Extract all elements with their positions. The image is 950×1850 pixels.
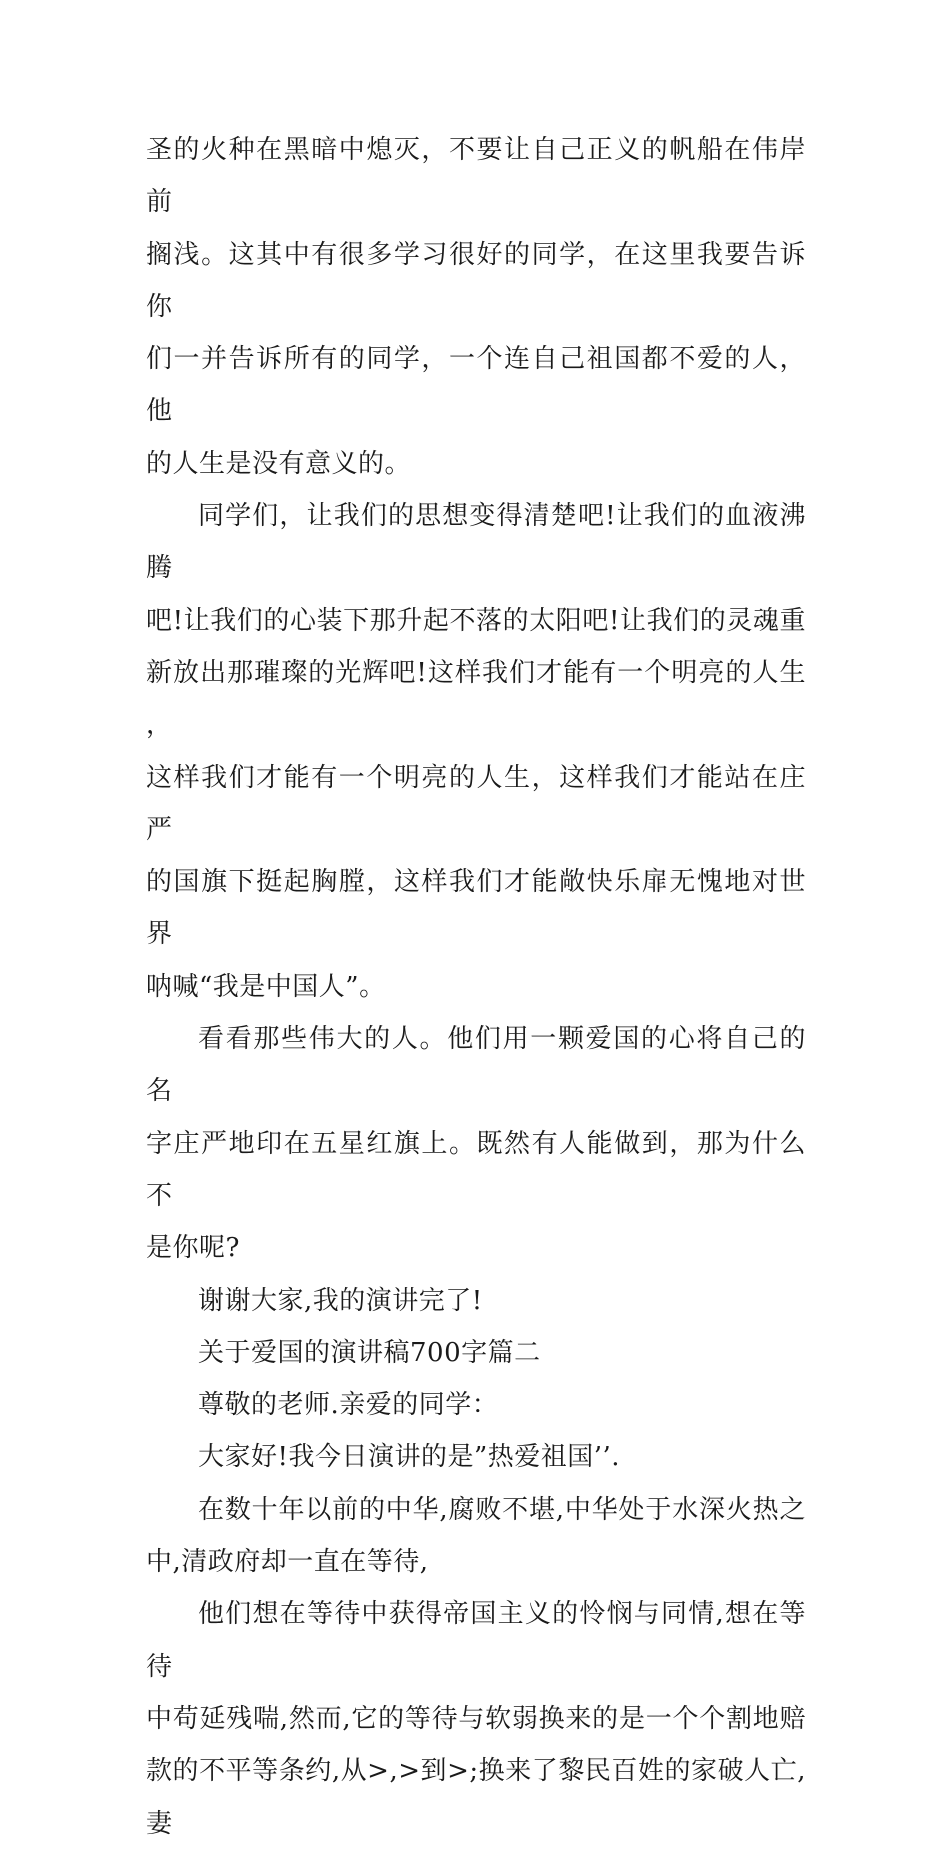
paragraph-4 [146,1275,806,1327]
text-line: 们一并告诉所有的同学，一个连自己祖国都不爱的人，他 [146,344,806,427]
paragraph-8 [146,1484,806,1589]
greeting [146,1431,806,1483]
paragraph-3 [146,1013,806,1274]
text-line: 字庄严地印在五星红旗上。既然有人能做到，那为什么不 [146,1128,806,1211]
document-body [146,124,806,1850]
text-line: 中苟延残喘,然而,它的等待与软弱换来的是一个个割地赔 [146,1703,806,1734]
text-line: 这样我们才能有一个明亮的人生，这样我们才能站在庄严 [146,762,806,845]
text-line: 关于爱国的演讲稿700字篇二 [198,1337,541,1368]
text-line: 中,清政府却一直在等待, [146,1547,429,1578]
text-line: 是你呢? [146,1233,240,1264]
paragraph-9 [146,1588,806,1849]
text-line: 搁浅。这其中有很多学习很好的同学，在这里我要告诉你 [146,239,806,322]
text-line: 圣的火种在黑暗中熄灭，不要让自己正义的帆船在伟岸前 [146,135,806,218]
text-line: 他们想在等待中获得帝国主义的怜悯与同情,想在等待 [146,1599,806,1682]
text-line: 款的不平等条约,从>,>到>;换来了黎民百姓的家破人亡,妻 [146,1756,806,1839]
paragraph-2 [146,490,806,1013]
section-heading [146,1327,806,1379]
salutation [146,1379,806,1431]
text-line: 尊敬的老师.亲爱的同学： [198,1390,499,1421]
text-line: 的国旗下挺起胸膛，这样我们才能敞快乐扉无愧地对世界 [146,867,806,950]
text-line: 呐喊“我是中国人”。 [146,971,386,1002]
text-line: 同学们，让我们的思想变得清楚吧!让我们的血液沸腾 [146,501,806,584]
paragraph-1 [146,124,806,490]
text-line: 谢谢大家,我的演讲完了! [198,1285,483,1316]
text-line: 大家好!我今日演讲的是”热爱祖国’’. [198,1442,621,1473]
text-line: 在数十年以前的中华,腐败不堪,中华处于水深火热之 [198,1494,806,1525]
text-line: 看看那些伟大的人。他们用一颗爱国的心将自己的名 [146,1024,806,1107]
text-line: 的人生是没有意义的。 [146,448,412,479]
text-line: 吧!让我们的心装下那升起不落的太阳吧!让我们的灵魂重 [146,605,806,636]
text-line: 新放出那璀璨的光辉吧!这样我们才能有一个明亮的人生， [146,657,806,741]
